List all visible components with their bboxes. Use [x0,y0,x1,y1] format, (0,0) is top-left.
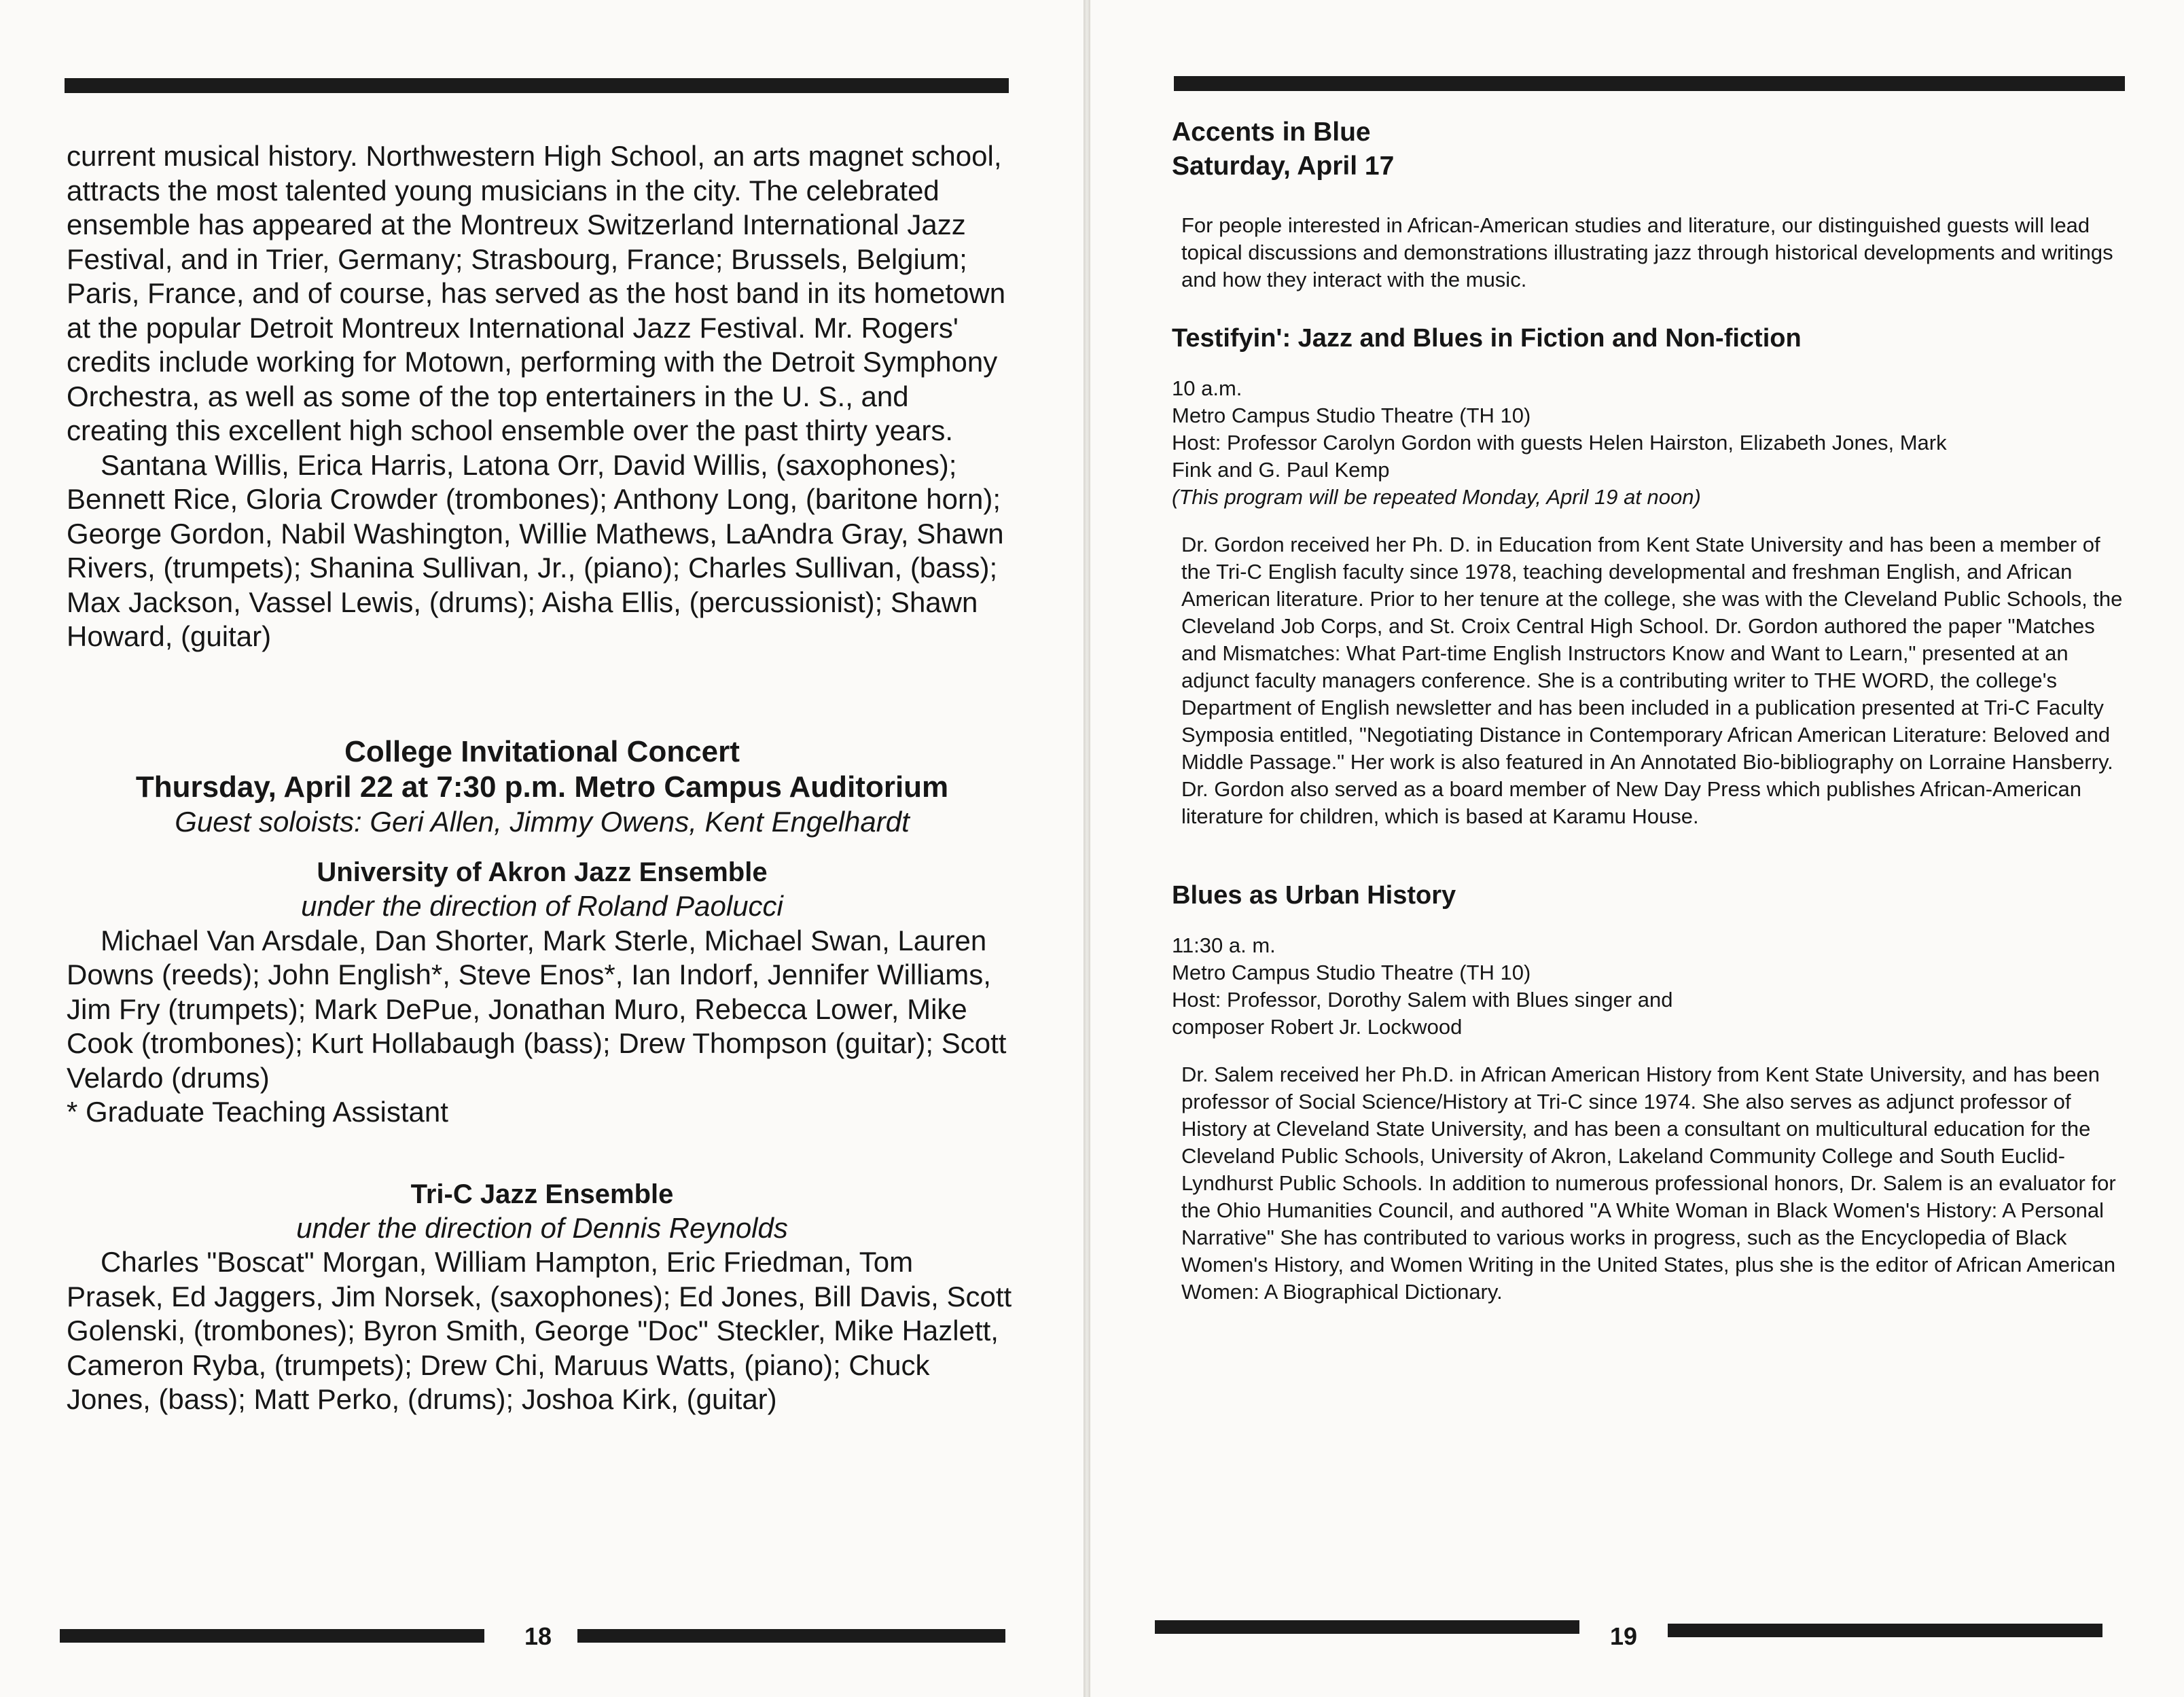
right-page [1090,0,2184,1697]
tric-director: under the direction of Dennis Reynolds [296,1211,788,1244]
tric-ensemble-title: Tri-C Jazz Ensemble [410,1179,674,1209]
session-1-time: 10 a.m. [1172,376,1242,400]
akron-director: under the direction of Roland Paolucci [301,890,783,922]
akron-footnote: * Graduate Teaching Assistant [67,1096,448,1128]
guest-soloists: Guest soloists: Geri Allen, Jimmy Owens, Kent Engelhardt [175,805,910,838]
northwestern-roster: Santana Willis, Erica Harris, Latona Orr, David Willis, (saxophones); Bennett Rice, Gloria Crowder (trombones); Anthony Long, (baritone horn); George Gordon, Nabil Washington, Willie Mathews, LaAndra Gray, Shawn Rivers, (trumpets); Shanina Sullivan, Jr., (piano); Charles Sullivan, (bass); Max Jackson, Vassel Lewis, (drums); Aisha Ellis, (percussionist); Shawn Howard, (guitar) [67,448,1004,652]
session-1-note: (This program will be repeated Monday, April 19 at noon) [1172,485,1701,509]
header-rule [1174,76,2125,91]
event-title: Accents in Blue [1172,118,1371,147]
page-number: 18 [524,1622,552,1650]
page-number: 19 [1609,1622,1638,1650]
footer-rule-left [60,1629,484,1643]
concert-title: College Invitational Concert [344,734,740,768]
intro-paragraph: current musical history. Northwestern High School, an arts magnet school, attracts the most talented young musicians in the city. The celebrated ensemble has appeared at the Montreux Switzerland International Jazz Festival, and in Trier, Germany; Strasbourg, France; Brussels, Belgium; Paris, France, and of course, has served as the host band in its hometown at the popular Detroit Montreux International Jazz Festival. Mr. Rogers' credits include working for Motown, performing with the Detroit Symphony Orchestra, as well as some of the top entertainers in the U. S., and creating this excellent high school ensemble over the past thirty years. [67,140,1006,446]
session-1-title: Testifyin': Jazz and Blues in Fiction and Non-fiction [1172,324,1802,353]
footer-rule-right [1668,1624,2102,1637]
session-2-host: Host: Professor, Dorothy Salem with Blues singer and composer Robert Jr. Lockwood [1172,988,1673,1039]
session-2-time: 11:30 a. m. [1172,933,1276,957]
akron-roster: Michael Van Arsdale, Dan Shorter, Mark Sterle, Michael Swan, Lauren Downs (reeds); John English*, Steve Enos*, Ian Indorf, Jennifer Williams, Jim Fry (trumpets); Mark DePue, Jonathan Muro, Rebecca Lower, Mike Cook (trombones); Kurt Hollabaugh (bass); Drew Thompson (guitar); Scott Velardo (drums) [67,924,1007,1094]
session-2-title: Blues as Urban History [1172,881,1456,910]
event-date: Saturday, April 17 [1172,151,1395,181]
book-spine [1084,0,1090,1697]
footer-rule-left [1155,1620,1579,1634]
akron-ensemble-title: University of Akron Jazz Ensemble [317,857,768,887]
session-2-bio: Dr. Salem received her Ph.D. in African American History from Kent State University, and has been professor of Social Science/History at Tri-C since 1974. She also serves as adjunct professor of History at Cleveland State University, and has been a consultant on multicultural education for the Cleveland Public Schools, University of Akron, Lakeland Community College and South Euclid-Lyndhurst Public Schools. In addition to numerous professional honors, Dr. Salem is an evaluator for the Ohio Humanities Council, and authored "A White Woman in Black Women's History: A Personal Narrative" She has contributed to various works in progress, such as the Encyclopedia of Black Women's History, and Women Writing in the United States, plus she is the editor of African American Women: A Biographical Dictionary. [1181,1062,2116,1304]
session-2-location: Metro Campus Studio Theatre (TH 10) [1172,961,1531,984]
right-page-content [1172,115,2123,1306]
left-page-content [67,139,1018,1417]
left-page [0,0,1084,1697]
concert-datetime: Thursday, April 22 at 7:30 p.m. Metro Campus Auditorium [135,770,949,804]
tric-roster: Charles "Boscat" Morgan, William Hampton, Eric Friedman, Tom Prasek, Ed Jaggers, Jim Norsek, (saxophones); Ed Jones, Bill Davis, Scott Golenski, (trombones); Byron Smith, George "Doc" Steckler, Mike Hazlett, Cameron Ryba, (trumpets); Drew Chi, Maruus Watts, (piano); Chuck Jones, (bass); Matt Perko, (drums); Joshoa Kirk, (guitar) [67,1246,1012,1415]
footer-rule-right [577,1629,1005,1643]
session-1-location: Metro Campus Studio Theatre (TH 10) [1172,404,1531,427]
event-intro: For people interested in African-American studies and literature, our distinguished guests will lead topical discussions and demonstrations illustrating jazz through historical developments and writings and how they interact with the music. [1181,213,2113,291]
header-rule [65,78,1009,93]
session-1-host: Host: Professor Carolyn Gordon with guests Helen Hairston, Elizabeth Jones, Mark Fink and G. Paul Kemp [1172,431,1947,482]
session-1-bio: Dr. Gordon received her Ph. D. in Education from Kent State University and has been a member of the Tri-C English faculty since 1978, teaching developmental and freshman English, and African American literature. Prior to her tenure at the college, she was with the Cleveland Public Schools, the Cleveland Job Corps, and St. Croix Central High School. Dr. Gordon authored the paper "Matches and Mismatches: What Part-time English Instructors Know and Want to Learn," presented at an adjunct faculty managers conference. She is a contributing writer to THE WORD, the college's Department of English newsletter and has been included in a publication presented at Tri-C Faculty Symposia entitled, "Negotiating Distance in Contemporary African American Literature: Beloved and Middle Passage." Her work is also featured in An Annotated Bio-bibliography on Lorraine Hansberry. Dr. Gordon also served as a board member of New Day Press which publishes African-American literature for children, which is based at Karamu House. [1181,533,2123,828]
